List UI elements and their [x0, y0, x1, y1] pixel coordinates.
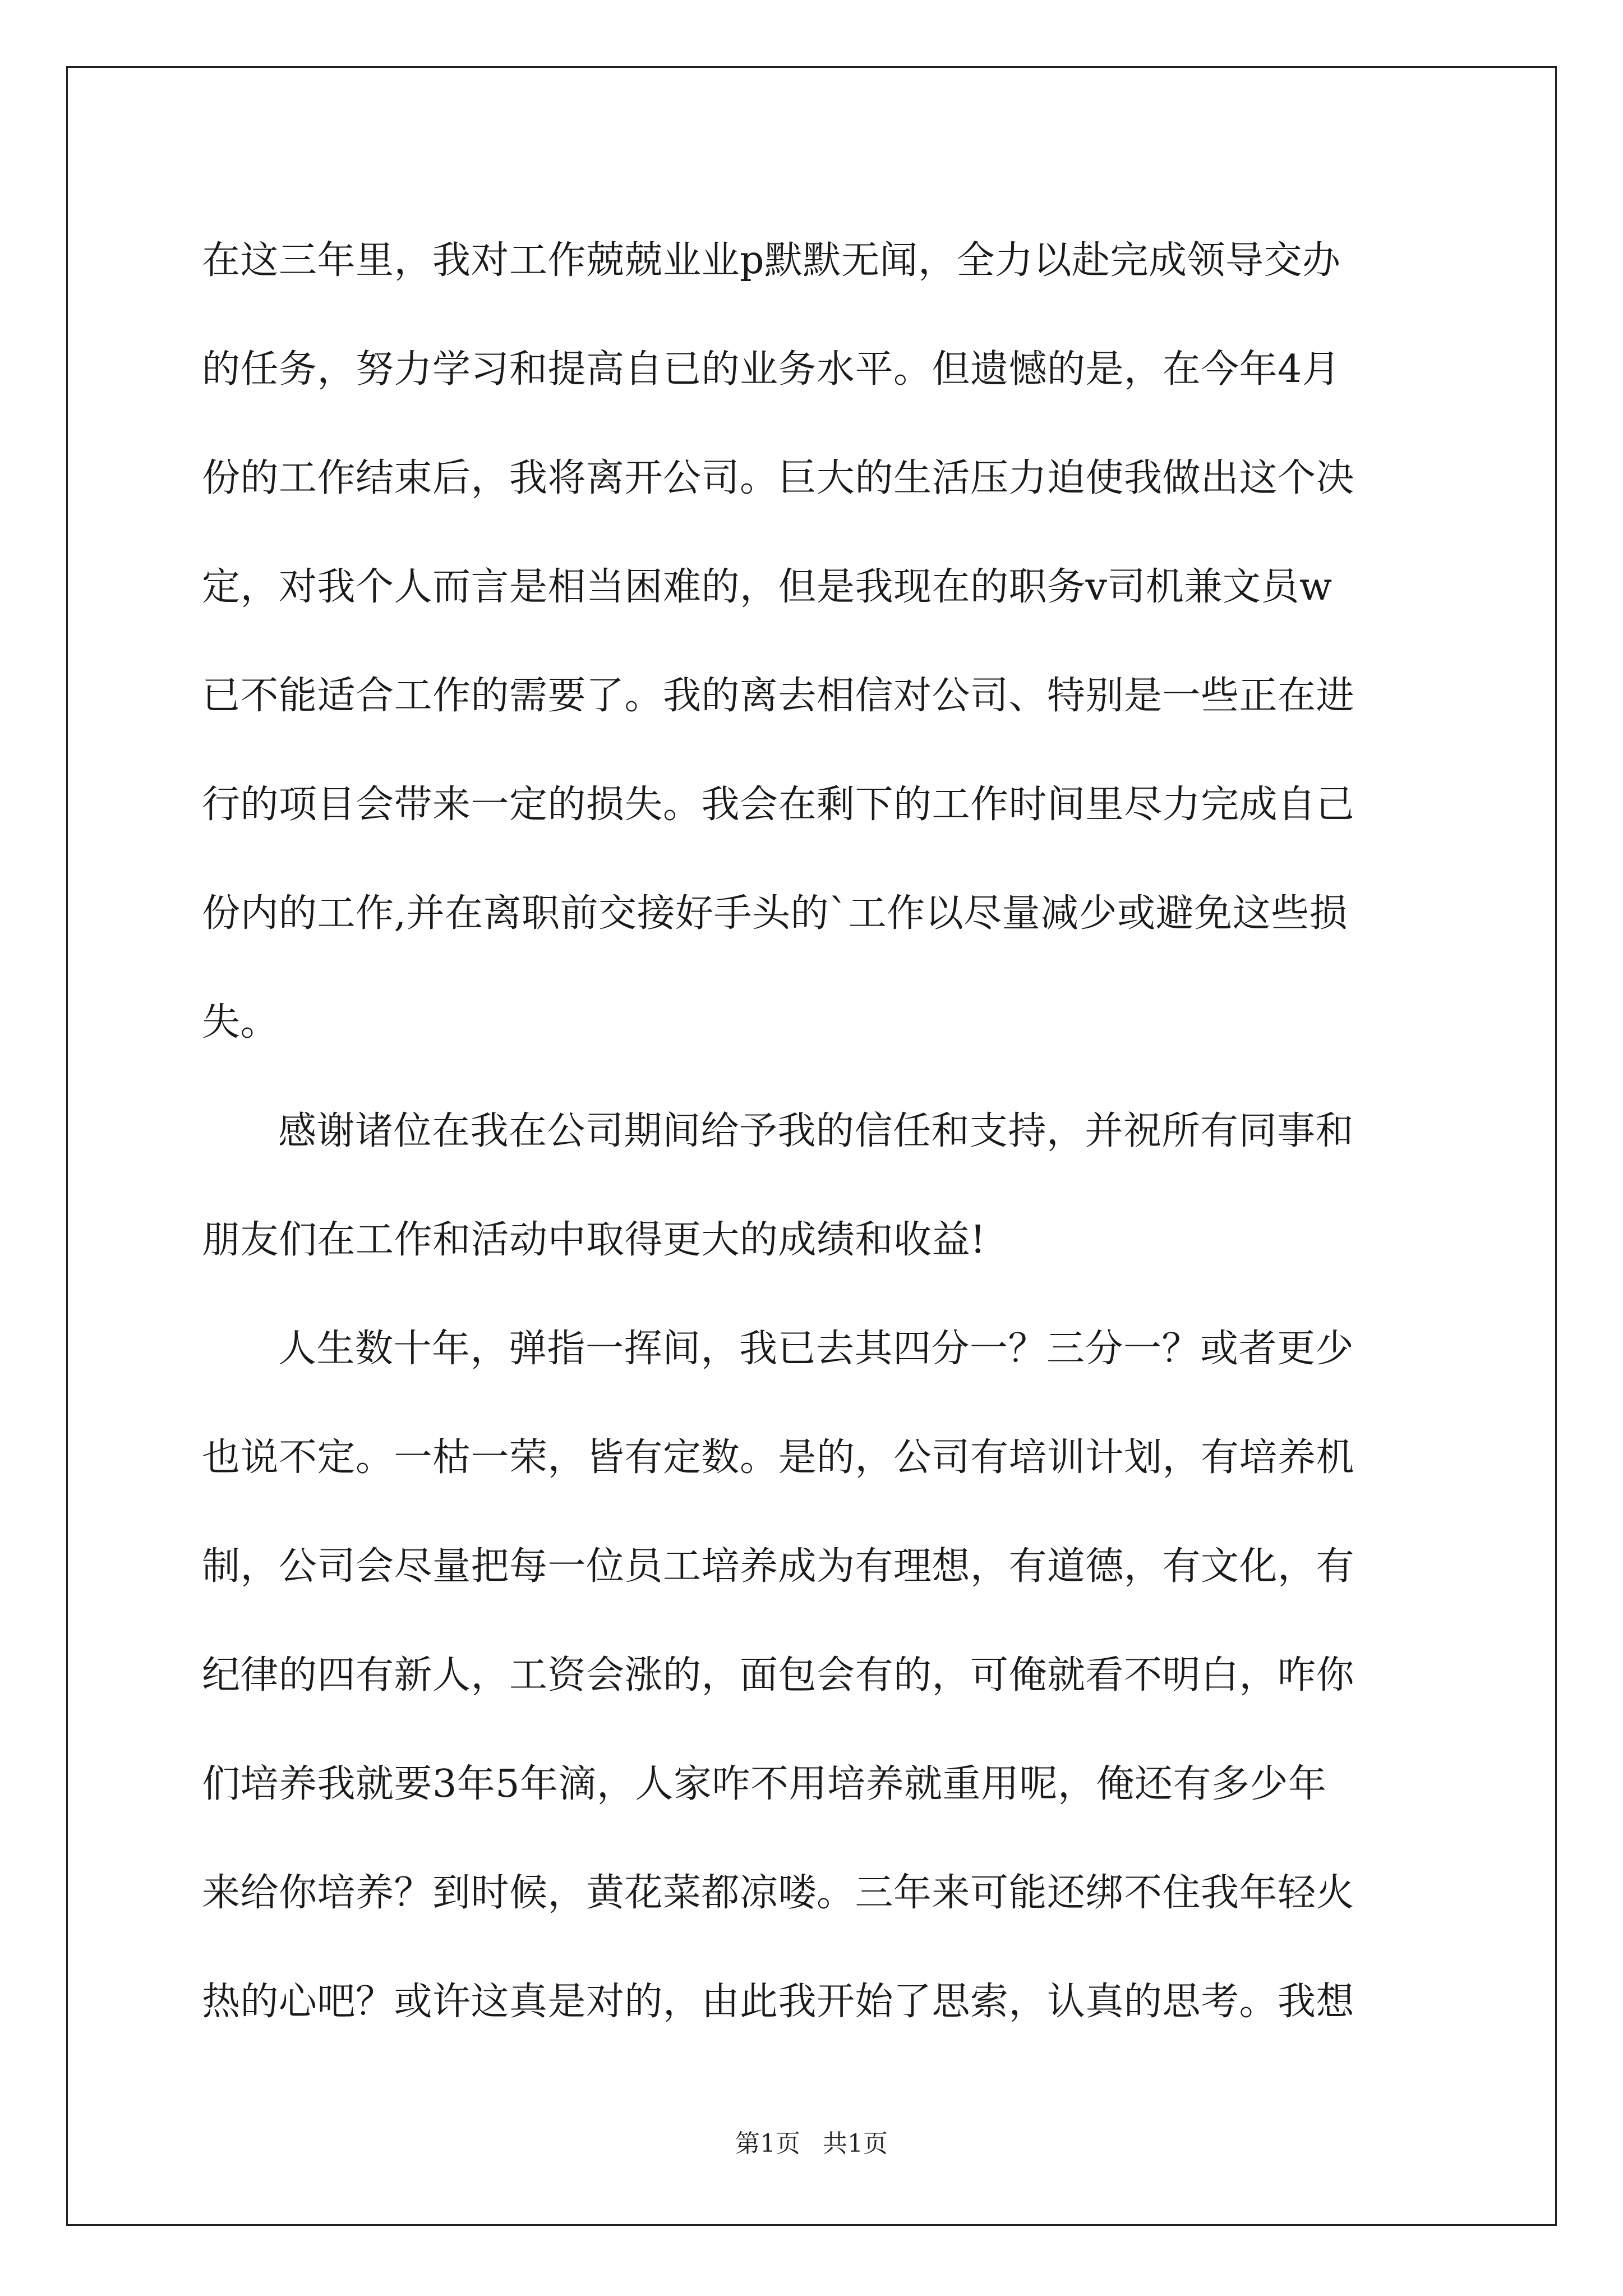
text-line: 来给你培养？到时候，黄花菜都凉喽。三年来可能还绑不住我年轻火 [202, 1871, 1355, 1915]
text-line: 制，公司会尽量把每一位员工培养成为有理想，有道德，有文化，有 [202, 1544, 1355, 1589]
text-line: 失。 [202, 1000, 279, 1045]
text-line: 份的工作结束后，我将离开公司。巨大的生活压力迫使我做出这个决 [202, 456, 1355, 500]
page-footer [0, 2127, 1623, 2161]
paragraph-start-line: 感谢诸位在我在公司期间给予我的信任和支持，并祝所有同事和 [278, 1109, 1354, 1153]
document-body [202, 206, 1436, 2056]
text-line: 纪律的四有新人，工资会涨的，面包会有的，可俺就看不明白，咋你 [202, 1653, 1355, 1697]
text-line: 热的心吧？或许这真是对的，由此我开始了思索，认真的思考。我想 [202, 1980, 1355, 2024]
paragraph-start-line: 人生数十年，弹指一挥间，我已去其四分一？三分一？或者更少 [278, 1327, 1354, 1371]
text-line: 朋友们在工作和活动中取得更大的成绩和收益! [202, 1218, 986, 1262]
text-line: 定，对我个人而言是相当困难的，但是我现在的职务v司机兼文员w [202, 565, 1332, 609]
text-line: 们培养我就要3年5年滴，人家咋不用培养就重用呢，俺还有多少年 [202, 1762, 1327, 1806]
text-line: 已不能适合工作的需要了。我的离去相信对公司、特别是一些正在进 [202, 674, 1355, 718]
text-line: 的任务，努力学习和提高自已的业务水平。但遗憾的是，在今年4月 [202, 347, 1341, 392]
page-total: 共1页 [823, 2129, 888, 2158]
text-line: 也说不定。一枯一荣，皆有定数。是的，公司有培训计划，有培养机 [202, 1435, 1355, 1480]
text-line: 行的项目会带来一定的损失。我会在剩下的工作时间里尽力完成自己 [202, 783, 1355, 827]
page-number: 第1页 [735, 2129, 800, 2158]
text-line: 份内的工作,并在离职前交接好手头的`工作以尽量减少或避免这些损 [202, 891, 1348, 936]
text-line: 在这三年里，我对工作兢兢业业p默默无闻，全力以赴完成领导交办 [202, 238, 1341, 283]
